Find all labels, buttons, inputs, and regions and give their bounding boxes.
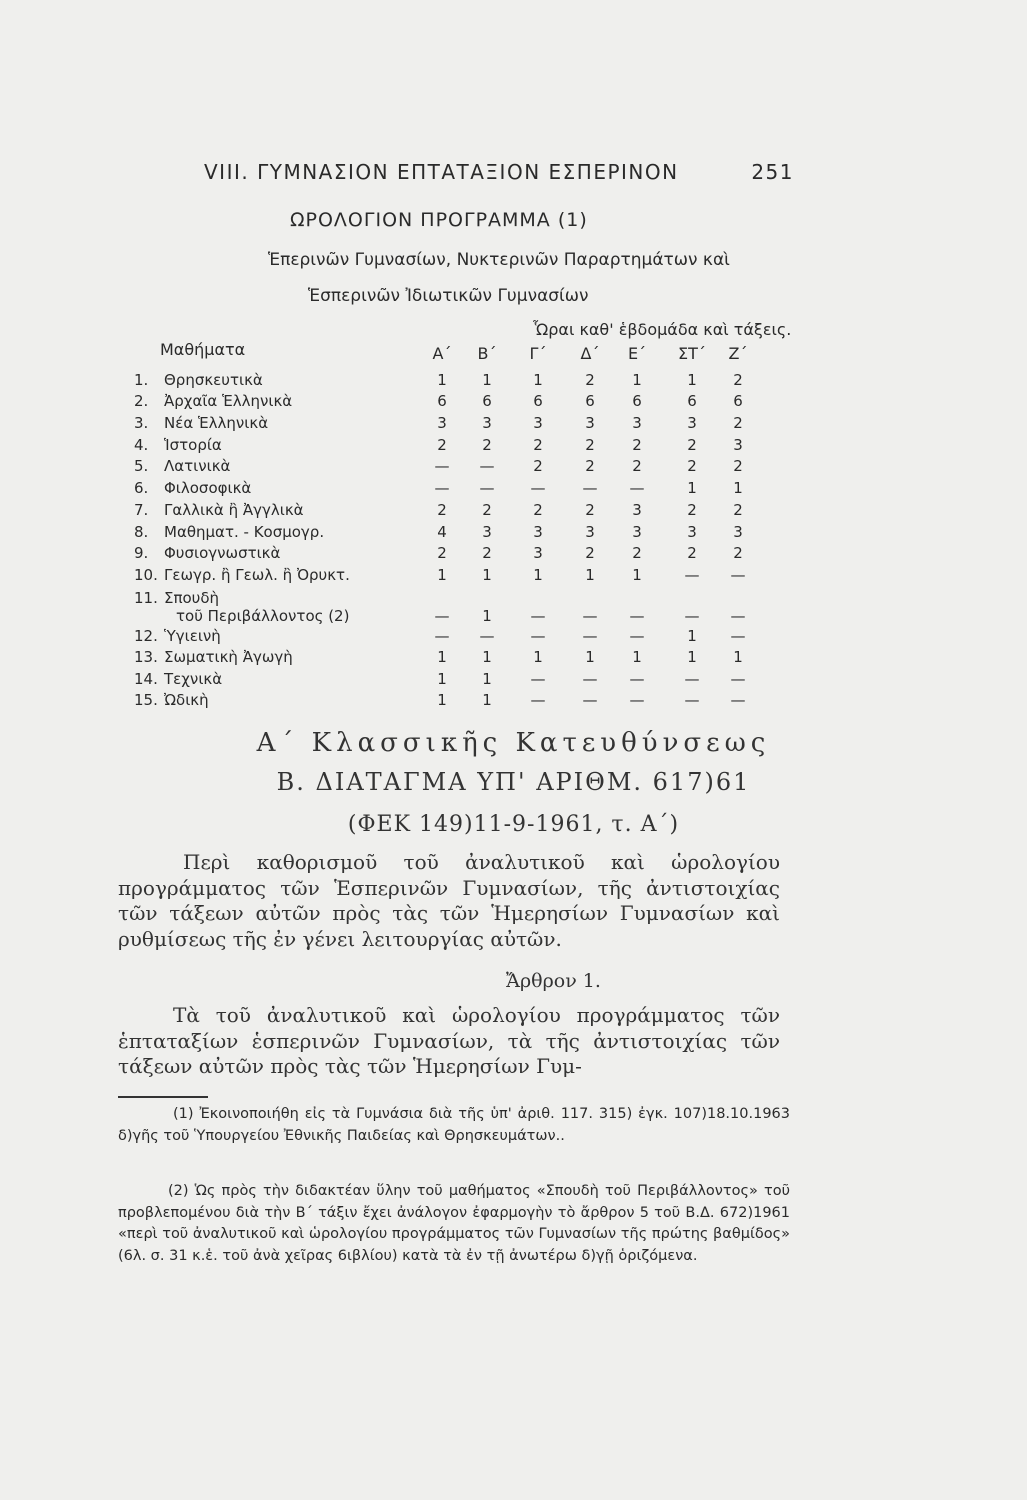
decree-intro: Περὶ καθορισμοῦ τοῦ ἀναλυτικοῦ καὶ ὡρολογίου προγράμματος τῶν Ἑσπερινῶν Γυμνασίων, τῆς ἀντιστοιχίας τῶν τάξεων αὐτῶν πρὸς τὰς τῶν Ἡμερησίων Γυμνασίων καὶ ρυθμίσεως τῆς ἐν γένει λειτουργίας αὐτῶν. [118,850,780,951]
footnote-1: (1) Ἐκοινοποιήθη εἰς τὰ Γυμνάσια διὰ τῆς ὑπ' ἀριθ. 117. 315) ἐγκ. 107)18.10.1963 δ)γῆς τοῦ Ὑπουργείου Ἐθνικῆς Παιδείας καὶ Θρησκευμάτων.. [118,1106,790,1144]
row-number: 6. [134,479,149,497]
hours-cell: 3 [733,436,743,454]
hours-cell: 2 [533,436,543,454]
hours-cell: — [434,607,450,625]
grade-header: Ε΄ [627,344,647,363]
subject-name: Ὠδικὴ [164,691,209,709]
hours-cell: 3 [482,523,492,541]
subtitle-line-1: Ἑπερινῶν Γυμνασίων, Νυκτερινῶν Παραρτημάτων καὶ [268,250,730,270]
table-row [0,414,1027,434]
hours-cell: 1 [687,371,697,389]
hours-cell: 1 [482,648,492,666]
hours-cell: 2 [585,501,595,519]
hours-cell: 2 [437,501,447,519]
subject-name: Σπουδὴ [164,589,220,607]
row-number: 10. [134,566,158,584]
grade-header: Ζ΄ [728,344,748,363]
hours-cell: 1 [733,648,743,666]
subject-name: Σωματικὴ Ἀγωγὴ [164,648,293,666]
table-row [0,436,1027,456]
hours-cell: — [530,691,546,709]
hours-cell: 3 [482,414,492,432]
hours-cell: 2 [733,501,743,519]
hours-caption: Ὧραι καθ' ἑβδομάδα καὶ τάξεις. [533,320,792,339]
table-row [0,457,1027,477]
subject-name: Φυσιογνωστικὰ [164,544,281,562]
row-number: 4. [134,436,149,454]
hours-cell: 2 [482,544,492,562]
row-number: 7. [134,501,149,519]
decree-reference: (ΦΕΚ 149)11-9-1961, τ. Α΄) [347,812,680,837]
hours-cell: — [684,670,700,688]
hours-cell: 1 [632,371,642,389]
hours-cell: 1 [437,691,447,709]
hours-cell: 2 [687,501,697,519]
hours-cell: 2 [632,457,642,475]
row-number: 1. [134,371,149,389]
hours-cell: — [730,627,746,645]
article-text: Τὰ τοῦ ἀναλυτικοῦ καὶ ὡρολογίου προγράμματος τῶν ἑπταταξίων ἑσπερινῶν Γυμνασίων, τὰ τῆς ἀντιστοιχίας τῶν τάξεων αὐτῶν πρὸς τὰς τῶν Ἡμερησίων Γυμ- [118,1003,780,1078]
grade-header: Δ΄ [580,344,600,363]
hours-cell: — [434,479,450,497]
hours-cell: 2 [482,501,492,519]
hours-cell: 1 [687,648,697,666]
hours-cell: 2 [687,436,697,454]
row-number: 13. [134,648,158,666]
hours-cell: 2 [585,371,595,389]
hours-cell: 6 [632,392,642,410]
hours-cell: — [582,691,598,709]
hours-cell: 2 [533,457,543,475]
subject-name: Γαλλικὰ ἢ Ἀγγλικὰ [164,501,304,519]
hours-cell: — [479,457,495,475]
hours-cell: 6 [687,392,697,410]
subject-name: Ἱστορία [164,436,222,454]
subject-name-continued: τοῦ Περιβάλλοντος (2) [176,607,350,625]
decree-title: Β. ΔΙΑΤΑΓΜΑ ΥΠ' ΑΡΙΘΜ. 617)61 [276,768,751,796]
hours-cell: — [530,627,546,645]
subject-name: Λατινικὰ [164,457,231,475]
hours-cell: 3 [585,523,595,541]
subtitle-line-2: Ἑσπερινῶν Ἰδιωτικῶν Γυμνασίων [308,286,589,306]
hours-cell: 1 [437,670,447,688]
hours-cell: 1 [437,648,447,666]
hours-cell: 3 [585,414,595,432]
hours-cell: 1 [733,479,743,497]
running-head-section: VIII. ΓΥΜΝΑΣΙΟΝ ΕΠΤΑΤΑΞΙΟΝ ΕΣΠΕΡΙΝΟΝ [204,160,679,184]
hours-cell: — [582,670,598,688]
hours-cell: 3 [687,414,697,432]
footnote-2: (2) Ὡς πρὸς τὴν διδακτέαν ὕλην τοῦ μαθήματος «Σπουδὴ τοῦ Περιβάλλοντος» τοῦ προβλεπομένου διὰ τὴν Β΄ τάξιν ἔχει ἀνάλογον ἐφαρμογὴν τὸ ἄρθρον 5 τοῦ Β.Δ. 672)1961 «περὶ τοῦ ἀναλυτικοῦ καὶ ὡρολογίου προγράμματος τῶν Γυμνασίων τῆς πρώτης βαθμίδος» (6λ. σ. 31 κ.ἑ. τοῦ ἀνὰ χεῖρας 6ιβλίου) κατὰ τὰ ἐν τῇ ἀνωτέρω δ)γῇ ὁριζόμενα. [118,1183,790,1264]
table-row [0,371,1027,391]
row-number: 14. [134,670,158,688]
row-number: 2. [134,392,149,410]
hours-cell: 6 [437,392,447,410]
subject-name: Θρησκευτικὰ [164,371,263,389]
table-row [0,691,1027,711]
hours-cell: — [629,691,645,709]
hours-cell: 3 [632,501,642,519]
table-row [0,670,1027,690]
hours-cell: 6 [585,392,595,410]
hours-cell: 1 [533,648,543,666]
hours-cell: 1 [437,371,447,389]
hours-cell: — [684,566,700,584]
subject-name: Ἀρχαῖα Ἑλληνικὰ [164,392,293,410]
subject-name: Γεωγρ. ἢ Γεωλ. ἢ Ὀρυκτ. [164,566,350,584]
hours-cell: 2 [585,436,595,454]
hours-cell: 2 [437,544,447,562]
table-row [0,648,1027,668]
hours-cell: 1 [687,627,697,645]
row-number: 9. [134,544,149,562]
subject-name: Ὑγιεινὴ [164,627,221,645]
hours-cell: 2 [733,414,743,432]
hours-cell: 1 [482,691,492,709]
table-row [0,589,1027,625]
hours-cell: 2 [533,501,543,519]
hours-cell: — [582,607,598,625]
grade-header: Α΄ [432,344,452,363]
hours-cell: — [530,479,546,497]
subject-column-header: Μαθήματα [160,340,246,359]
row-number: 11. [134,589,158,607]
hours-cell: 1 [585,566,595,584]
table-row [0,544,1027,564]
row-number: 5. [134,457,149,475]
table-row [0,523,1027,543]
hours-cell: 3 [687,523,697,541]
table-row [0,479,1027,499]
subject-name: Νέα Ἑλληνικὰ [164,414,269,432]
row-number: 15. [134,691,158,709]
hours-cell: — [434,457,450,475]
section-heading: Α΄ Κλασσικῆς Κατευθύνσεως [256,728,771,758]
row-number: 8. [134,523,149,541]
page-title: ΩΡΟΛΟΓΙΟΝ ΠΡΟΓΡΑΜΜΑ (1) [290,209,588,231]
hours-cell: 4 [437,523,447,541]
hours-cell: 2 [687,457,697,475]
hours-cell: — [629,670,645,688]
hours-cell: 1 [533,371,543,389]
hours-cell: 2 [733,371,743,389]
hours-cell: 2 [585,544,595,562]
table-row [0,392,1027,412]
hours-cell: 2 [437,436,447,454]
hours-cell: — [479,627,495,645]
hours-cell: 1 [533,566,543,584]
hours-cell: 1 [482,607,492,625]
hours-cell: 2 [733,457,743,475]
hours-cell: — [730,607,746,625]
hours-cell: — [629,627,645,645]
table-row [0,566,1027,586]
hours-cell: — [684,607,700,625]
table-row [0,627,1027,647]
hours-cell: 2 [632,544,642,562]
hours-cell: 1 [632,648,642,666]
hours-cell: 2 [632,436,642,454]
table-row [0,501,1027,521]
hours-cell: — [629,479,645,497]
hours-cell: 2 [687,544,697,562]
hours-cell: 3 [437,414,447,432]
subject-name: Φιλοσοφικὰ [164,479,252,497]
hours-cell: 3 [533,523,543,541]
hours-cell: 1 [687,479,697,497]
footnote-rule [118,1096,208,1098]
page-number: 251 [751,160,794,184]
hours-cell: — [582,627,598,645]
hours-cell: — [530,607,546,625]
hours-cell: 2 [733,544,743,562]
hours-cell: — [434,627,450,645]
hours-cell: 1 [632,566,642,584]
subject-name: Τεχνικὰ [164,670,223,688]
hours-cell: 6 [533,392,543,410]
hours-cell: 3 [632,523,642,541]
hours-cell: 3 [632,414,642,432]
hours-cell: 6 [733,392,743,410]
grade-header: Β΄ [477,344,497,363]
hours-cell: — [730,670,746,688]
hours-cell: 3 [733,523,743,541]
hours-cell: — [730,566,746,584]
hours-cell: 6 [482,392,492,410]
hours-cell: — [530,670,546,688]
hours-cell: 3 [533,544,543,562]
hours-cell: 2 [482,436,492,454]
hours-cell: 1 [585,648,595,666]
running-head [204,160,794,184]
hours-cell: 1 [437,566,447,584]
grade-header: ΣΤ΄ [678,344,706,363]
subject-name: Μαθηματ. - Κοσμογρ. [164,523,325,541]
hours-cell: 1 [482,566,492,584]
hours-cell: 2 [585,457,595,475]
hours-cell: 1 [482,371,492,389]
hours-cell: — [684,691,700,709]
row-number: 3. [134,414,149,432]
grade-header: Γ΄ [529,344,547,363]
row-number: 12. [134,627,158,645]
hours-cell: — [479,479,495,497]
hours-cell: — [730,691,746,709]
hours-cell: 1 [482,670,492,688]
article-heading: Ἄρθρον 1. [506,970,601,992]
hours-cell: 3 [533,414,543,432]
hours-cell: — [629,607,645,625]
hours-cell: — [582,479,598,497]
